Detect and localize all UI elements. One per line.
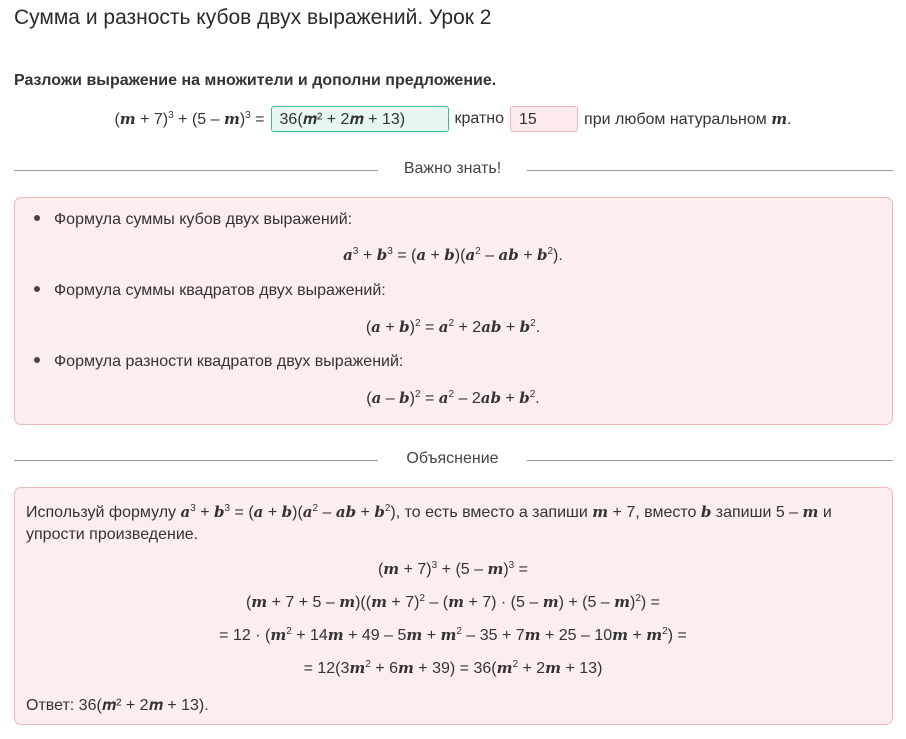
step-3: = $12 \cdot (m^2 + 14m + 49 - 5m + m^2 - 35 + 7m + 25 - 10m + m^2)$ = [219, 626, 687, 644]
explanation-separator [14, 450, 893, 470]
explanation-intro: Используй формулу $a^3 + b^3 = (a + b)(a^2$ – ab + $b^2$), то есть вместо а запиши m + 7, вместо b запиши 5 – m и упрости произведение. [26, 503, 832, 543]
formula-square-sum: $(a + b)^2 = a^2 + 2ab + b^2$. [365, 318, 541, 336]
step-1: $(m + 7)^3 + (5 - m)^3$ = [377, 560, 529, 578]
fact-item: Формула разности квадратов двух выражений: [34, 353, 403, 371]
number-input[interactable]: 15 [510, 106, 578, 132]
task-expression: $(m + 7)^3 + (5 - m)^3$ = [114, 109, 265, 128]
step-4: = $12(3m^2 + 6m + 39) = 36(m^2 + 2m + 13)$ [303, 659, 603, 677]
formula-square-difference: $(a - b)^2 = a^2 - 2ab + b^2$. [366, 389, 540, 407]
fact-item: Формула суммы кубов двух выражений: [34, 211, 352, 229]
task-instruction: Разложи выражение на множители и дополни предложение. [14, 72, 497, 89]
important-heading: Важно знать! [403, 160, 502, 177]
kratno-label: кратно [454, 110, 505, 127]
task-line [0, 104, 906, 134]
fact-item: Формула суммы квадратов двух выражений: [34, 282, 386, 300]
step-2: $(m + 7 + 5 - m)((m + 7)^2 - (m + 7) \cdot (5 - m) + (5 - m)^2)$ = [245, 593, 661, 611]
page-title: Сумма и разность кубов двух выражений. Урок 2 [14, 6, 492, 29]
bullet-icon [34, 286, 40, 292]
bullet-icon [34, 357, 40, 363]
explanation-heading: Объяснение [406, 450, 499, 467]
formula-sum-cubes: $a^3 + b^3 = (a + b)(a^2$ – ab + $b^2$). [343, 246, 563, 264]
task-suffix: при любом натуральном m. [584, 109, 792, 128]
answer-input[interactable]: 36(𝒎² + 2𝒎 + 13) [271, 106, 449, 132]
bullet-icon [34, 215, 40, 221]
answer-line: Ответ: 36(𝒎² + 2𝒎 + 13). [26, 697, 209, 714]
important-separator [14, 160, 893, 180]
